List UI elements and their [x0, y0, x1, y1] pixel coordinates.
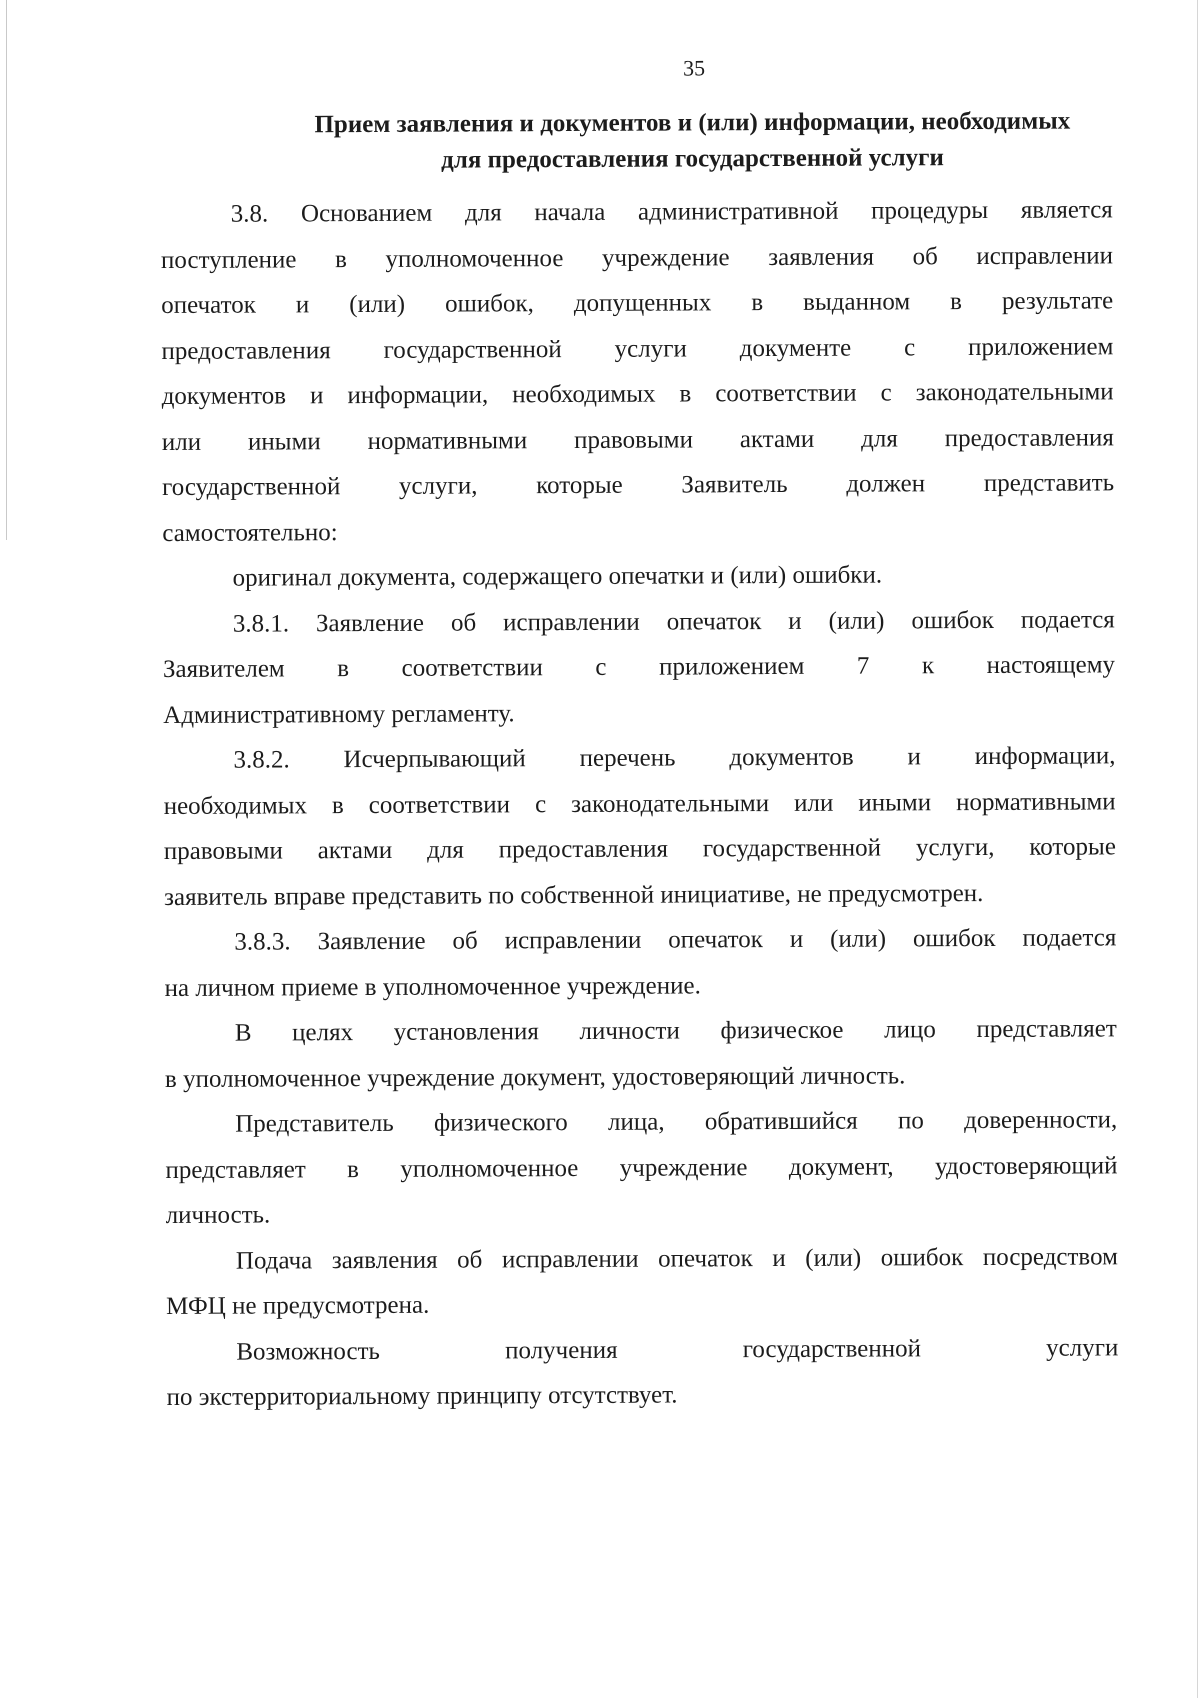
- text-line: Заявителем в соответствии с приложением 7 к настоящему: [162, 651, 1116, 683]
- text-line: представляет в уполномоченное учреждение документ, удостоверяющий: [165, 1151, 1118, 1184]
- text-line: заявитель вправе представить по собственной инициативе, не предусмотрен.: [164, 879, 984, 911]
- text-line: государственной услуги, которые Заявитель должен представить: [162, 469, 1115, 501]
- text-line: Административному регламенту.: [163, 699, 515, 729]
- section-heading-line-2: для предоставления государственной услуги: [441, 144, 944, 174]
- text-line: предоставления государственной услуги документе с приложением: [161, 332, 1114, 365]
- text-line: по экстерриториальному принципу отсутствует.: [166, 1381, 678, 1411]
- section-heading: [160, 103, 1112, 180]
- paragraph-original-document: [162, 551, 1114, 601]
- text-line: 3.8.1. Заявление об исправлении опечаток и (или) ошибок подается: [232, 605, 1115, 638]
- scan-edge-right: [1197, 0, 1198, 1698]
- text-line: поступление в уполномоченное учреждение заявления об исправлении: [160, 241, 1114, 274]
- text-line: в уполномоченное учреждение документ, удостоверяющий личность.: [164, 1061, 906, 1093]
- document-page: [160, 51, 1119, 1420]
- text-line: самостоятельно:: [162, 518, 338, 547]
- text-line: необходимых в соответствии с законодательными или иными нормативными: [163, 787, 1116, 820]
- text-line: или иными нормативными правовыми актами для предоставления: [161, 423, 1114, 456]
- section-heading-line-1: Прием заявления и документов и (или) информации, необходимых: [314, 107, 1071, 139]
- text-line: опечаток и (или) ошибок, допущенных в выданном в результате: [161, 287, 1114, 319]
- paragraph-mfc: [166, 1234, 1118, 1330]
- paragraph-3-8-2: [163, 733, 1116, 920]
- text-line: МФЦ не предусмотрена.: [166, 1291, 430, 1320]
- paragraph-3-8-3: [164, 915, 1116, 1011]
- text-line: документов и информации, необходимых в соответствии с законодательными: [161, 378, 1114, 410]
- text-line: Подача заявления об исправлении опечаток и (или) ошибок посредством: [235, 1242, 1118, 1275]
- text-line: на личном приеме в уполномоченное учреждение.: [164, 971, 701, 1002]
- text-line: 3.8.2. Исчерпывающий перечень документов и информации,: [233, 742, 1116, 774]
- text-line: Представитель физического лица, обратившийся по доверенности,: [235, 1106, 1118, 1138]
- text-line: личность.: [165, 1201, 271, 1229]
- paragraph-3-8-1: [163, 597, 1116, 738]
- text-line: 3.8.3. Заявление об исправлении опечаток и (или) ошибок подается: [234, 924, 1117, 956]
- text-line: 3.8. Основанием для начала административной процедуры является: [230, 196, 1113, 228]
- paragraph-representative: [165, 1097, 1118, 1238]
- scan-edge-left: [6, 0, 7, 540]
- text-line: оригинал документа, содержащего опечатки и (или) ошибки.: [232, 561, 883, 592]
- paragraph-extraterritorial: [166, 1325, 1118, 1421]
- paragraph-3-8: [161, 187, 1115, 556]
- text-line: В целях установления личности физическое лицо представляет: [234, 1015, 1117, 1047]
- text-line: Возможность получения государственной услуги: [236, 1333, 1119, 1366]
- text-line: правовыми актами для предоставления государственной услуги, которые: [163, 833, 1116, 865]
- page-number: 35: [683, 55, 706, 81]
- paragraph-identity: [165, 1006, 1117, 1102]
